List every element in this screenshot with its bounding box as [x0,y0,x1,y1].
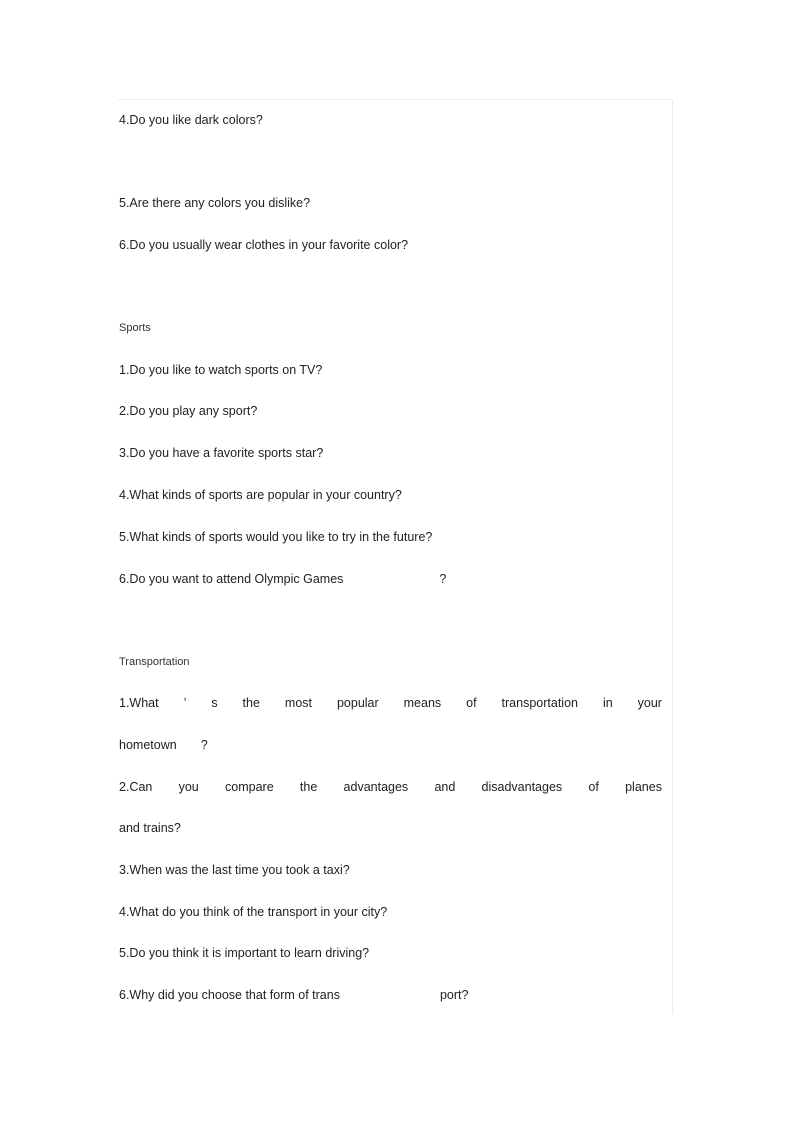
transportation-question-1-text: hometown [119,738,177,752]
colors-question-5: 5.Are there any colors you dislike? [119,196,311,210]
transportation-question-1-line-1 [119,695,662,711]
word: 1.What [119,696,159,710]
transportation-question-2-line-2: and trains? [119,821,181,835]
word: planes [625,780,662,794]
word: compare [225,780,274,794]
word: s [211,696,218,710]
word: you [178,780,199,794]
word: disadvantages [481,780,563,794]
colors-question-4: 4.Do you like dark colors? [119,113,263,127]
sports-question-5: 5.What kinds of sports would you like to try in the future? [119,530,433,544]
transportation-question-5: 5.Do you think it is important to learn driving? [119,946,370,960]
word: most [284,696,312,710]
word: the [242,696,260,710]
transportation-question-1-mark: ? [200,738,208,752]
word: popular [336,696,379,710]
transportation-heading: Transportation [119,656,190,668]
transportation-question-1-line-2 [119,737,208,753]
word: of [466,696,477,710]
transportation-question-2-line-1 [119,779,662,795]
word: and [434,780,456,794]
word: the [299,780,318,794]
transportation-question-3: 3.When was the last time you took a taxi? [119,863,350,877]
transportation-question-6-text: 6.Why did you choose that form of trans [119,988,340,1002]
word: 2.Can [119,780,153,794]
word: in [602,696,613,710]
word: your [637,696,662,710]
word: means [403,696,442,710]
word: transportation [501,696,578,710]
sports-question-3: 3.Do you have a favorite sports star? [119,446,324,460]
sports-question-6-text: 6.Do you want to attend Olympic Games [119,572,344,586]
sports-question-2: 2.Do you play any sport? [119,404,258,418]
transportation-question-6-end: port? [439,988,469,1002]
transportation-question-4: 4.What do you think of the transport in your city? [119,905,388,919]
sports-heading: Sports [119,322,151,334]
word: ’ [183,696,187,710]
word: of [588,780,599,794]
sports-question-4: 4.What kinds of sports are popular in your country? [119,488,402,502]
word: advantages [343,780,409,794]
sports-question-1: 1.Do you like to watch sports on TV? [119,363,323,377]
sports-question-6-mark: ? [439,572,447,586]
transportation-question-6 [119,987,468,1003]
sports-question-6 [119,571,446,587]
colors-question-6: 6.Do you usually wear clothes in your favorite color? [119,238,409,252]
